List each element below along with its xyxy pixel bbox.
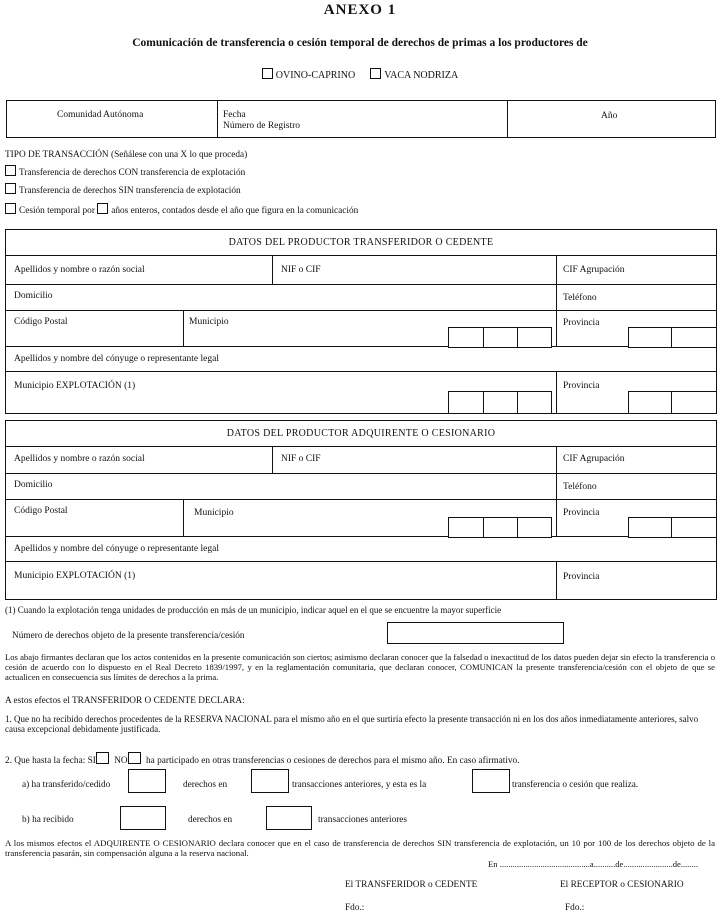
cedente-conyuge-label: Apellidos y nombre del cónyuge o representante legal [14,354,219,364]
numero-registro-label: Número de Registro [223,121,301,131]
cedente-municipio-code-input[interactable] [448,327,552,348]
cedente-telefono-label: Teléfono [563,293,597,303]
cedente-provincia-explotacion-label: Provincia [563,381,600,391]
num-derechos-input[interactable] [387,622,564,644]
fdo-cesionario-label: Fdo.: [565,903,585,913]
signature-cesionario-label: El RECEPTOR o CESIONARIO [560,880,684,890]
header-table [6,100,716,138]
declaration-paragraph: Los abajo firmantes declaran que los actos contenidos en la presente comunicación son ciertos; asimismo declaran conocer que la falsedad o inexactitud de los datos pueden dejar sin efecto la transferencia o cesión de acuerdo con lo dispuesto en el Real Decreto 1839/1997, y en la reglamentación comunitaria, que declaran conocer, COMUNICAN la presente transferencia/cesión con el objeto de que se actualicen en consecuencia sus límites de derechos a la prima. [5,652,715,682]
cesionario-provincia-label: Provincia [563,508,600,518]
option-1-checkbox[interactable] [5,165,16,176]
ovino-caprino-label: OVINO-CAPRINO [275,70,356,81]
vaca-nodriza-checkbox[interactable] [370,68,381,79]
cesionario-cif-agrupacion-label: CIF Agrupación [563,454,625,464]
row-a-ordinal-input[interactable] [472,769,510,793]
page-title: ANEXO 1 [323,2,397,18]
page-subtitle: Comunicación de transferencia o cesión temporal de derechos de primas a los productores de [132,37,588,49]
adquirente-paragraph: A los mismos efectos el ADQUIRENTE O CESIONARIO declara conocer que en el caso de transferencia de derechos SIN transferencia de explotación, un 10 por 100 de los derechos objeto de la transferencia pasarán, sin compensación alguna a la reserva nacional. [5,838,715,858]
cedente-explotacion-municipio-code-input[interactable] [448,391,552,414]
cedente-cif-agrupacion-label: CIF Agrupación [563,265,625,275]
no-label: NO [114,756,128,766]
option-3-checkbox[interactable] [5,203,16,214]
cesionario-codigo-postal-label: Código Postal [14,506,68,516]
signature-cedente-label: El TRANSFERIDOR o CEDENTE [345,880,478,890]
cesionario-conyuge-label: Apellidos y nombre del cónyuge o representante legal [14,544,219,554]
footnote-1: (1) Cuando la explotación tenga unidades de producción en más de un municipio, indicar aquel en el que se encuentre la mayor superficie [5,605,502,615]
cedente-codigo-postal-label: Código Postal [14,317,68,327]
cesionario-section [5,420,717,600]
row-b-label-2: derechos en [188,815,233,825]
comunidad-autonoma-label: Comunidad Autónoma [57,110,144,120]
vaca-nodriza-label: VACA NODRIZA [384,70,459,81]
cesionario-header: DATOS DEL PRODUCTOR ADQUIRENTE O CESIONARIO [226,428,496,439]
option-2-label: Transferencia de derechos SIN transferencia de explotación [19,186,241,196]
option-1-label: Transferencia de derechos CON transferencia de explotación [19,168,246,178]
cesionario-provincia-explotacion-label: Provincia [563,572,600,582]
no-checkbox[interactable] [128,752,141,764]
cesionario-provincia-code-input[interactable] [628,517,717,538]
anio-label: Año [601,111,618,121]
transaction-option-3 [5,203,358,216]
cedente-nif-label: NIF o CIF [281,265,321,275]
option-3-label-a: Cesión temporal por [19,206,95,216]
cedente-municipio-label: Municipio [189,317,229,327]
item-2-text: ha participado en otras transferencias o cesiones de derechos para el mismo año. En caso afirmativo. [145,756,520,766]
cedente-explotacion-provincia-code-input[interactable] [628,391,717,414]
row-b-transacciones-input[interactable] [266,806,312,830]
cedente-municipio-explotacion-label: Municipio EXPLOTACIÓN (1) [14,381,136,391]
cedente-header: DATOS DEL PRODUCTOR TRANSFERIDOR O CEDENTE [228,237,494,248]
option-2-checkbox[interactable] [5,183,16,194]
cedente-section [5,229,717,414]
row-a-label-2: derechos en [183,780,228,790]
cedente-apellidos-label: Apellidos y nombre o razón social [14,265,145,275]
item-2-label: 2. Que hasta la fecha: [5,756,86,766]
fecha-label: Fecha [223,110,246,120]
row-b-label-3: transacciones anteriores [318,815,408,825]
cesionario-telefono-label: Teléfono [563,482,597,492]
transaction-option-1 [5,165,245,178]
cedente-provincia-label: Provincia [563,318,600,328]
row-a-label-1: a) ha transferido/cedido [22,780,111,790]
cedente-domicilio-label: Domicilio [14,291,53,301]
si-label: SI [87,756,96,766]
transaction-option-2 [5,183,241,196]
species-options [0,68,720,81]
declaration-item-1: 1. Que no ha recibido derechos procedentes de la RESERVA NACIONAL para el mismo año en el que surtiría efecto la presente transacción ni en los dos años inmediatamente anteriores, salvo causa excepcional debidamente justificada. [5,714,699,734]
cesionario-nif-label: NIF o CIF [281,454,321,464]
row-b-derechos-input[interactable] [120,806,166,830]
cesionario-municipio-label: Municipio [194,508,234,518]
place-date-line: En ..........................................a..........de.......................de........ [488,859,699,869]
row-a-transacciones-input[interactable] [251,769,289,793]
row-a-derechos-input[interactable] [128,769,166,793]
cedente-provincia-code-input[interactable] [628,327,717,348]
cesionario-apellidos-label: Apellidos y nombre o razón social [14,454,145,464]
declaration-item-2 [5,752,520,766]
cesionario-municipio-explotacion-label: Municipio EXPLOTACIÓN (1) [14,571,136,581]
row-a-label-4: transferencia o cesión que realiza. [512,780,639,790]
fdo-cedente-label: Fdo.: [345,903,365,913]
row-b-label-1: b) ha recibido [22,815,74,825]
cesionario-municipio-code-input[interactable] [448,517,552,538]
cedente-declara-heading: A estos efectos el TRANSFERIDOR O CEDENTE DECLARA: [5,696,245,706]
num-derechos-label: Número de derechos objeto de la presente transferencia/cesión [12,631,245,641]
ovino-caprino-checkbox[interactable] [262,68,273,79]
tipo-transaccion-heading: TIPO DE TRANSACCIÓN (Señálese con una X lo que proceda) [5,150,248,160]
option-3-label-b: años enteros, contados desde el año que figura en la comunicación [111,206,359,216]
si-checkbox[interactable] [96,752,109,764]
cesionario-domicilio-label: Domicilio [14,480,53,490]
row-a-label-3: transacciones anteriores, y esta es la [292,780,427,790]
years-checkbox[interactable] [97,203,108,214]
